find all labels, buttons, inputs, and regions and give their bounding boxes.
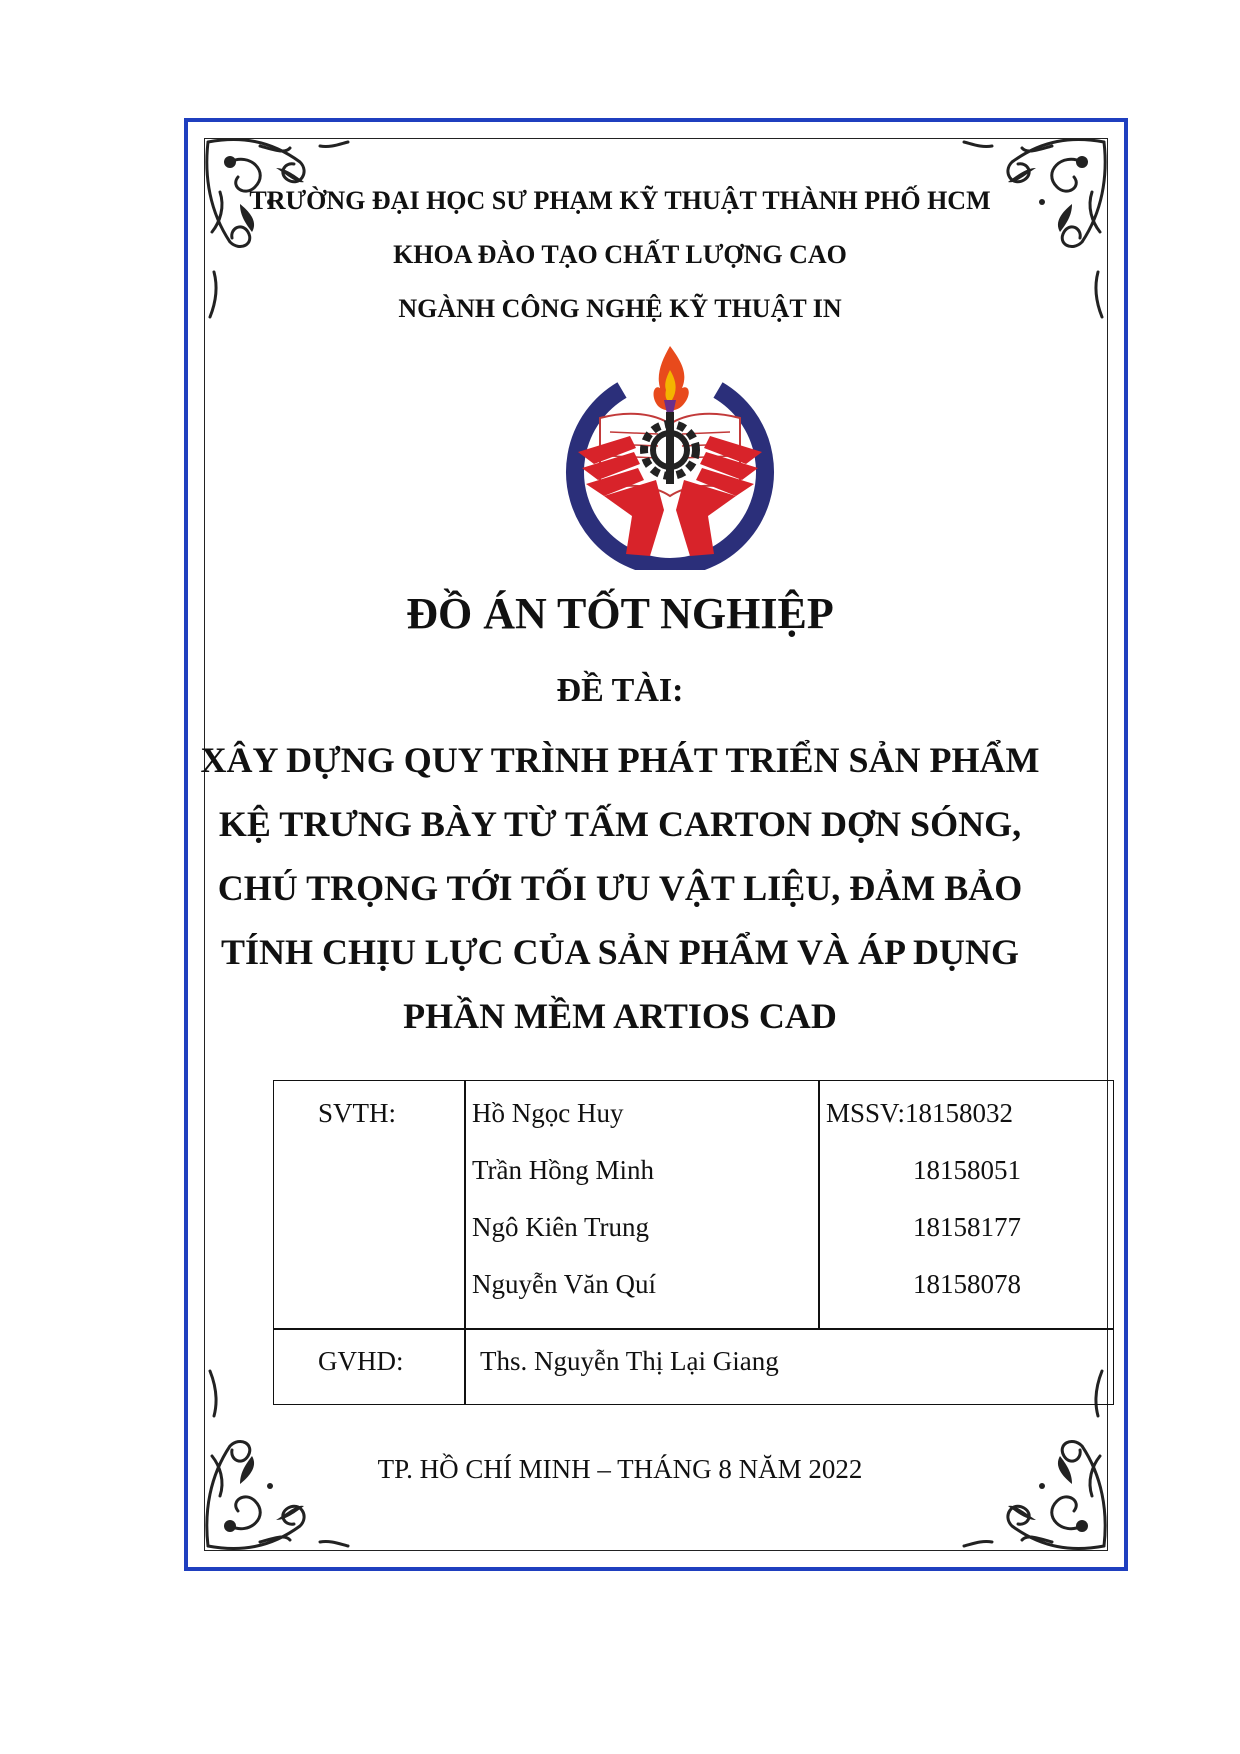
student-name: Nguyễn Văn Quí bbox=[472, 1269, 656, 1299]
table-divider bbox=[273, 1328, 1114, 1330]
topic-label: ĐỀ TÀI: bbox=[556, 672, 684, 709]
student-name: Hồ Ngọc Huy bbox=[472, 1098, 624, 1128]
topic-line: PHẦN MỀM ARTIOS CAD bbox=[403, 996, 837, 1036]
topic-line: KỆ TRƯNG BÀY TỪ TẤM CARTON DỢN SÓNG, bbox=[218, 804, 1022, 844]
student-id: 18158177 bbox=[913, 1212, 1021, 1242]
topic-title bbox=[0, 728, 1240, 1048]
advisor-name: Ths. Nguyễn Thị Lại Giang bbox=[480, 1346, 779, 1376]
advisor-label: GVHD: bbox=[318, 1346, 404, 1376]
student-name: Ngô Kiên Trung bbox=[472, 1212, 650, 1242]
student-id: 18158051 bbox=[913, 1155, 1021, 1185]
topic-line: TÍNH CHỊU LỰC CỦA SẢN PHẨM VÀ ÁP DỤNG bbox=[220, 932, 1020, 972]
document-type-title: ĐỒ ÁN TỐT NGHIỆP bbox=[406, 589, 834, 638]
student-name: Trần Hồng Minh bbox=[472, 1155, 655, 1185]
major-name: NGÀNH CÔNG NGHỆ KỸ THUẬT IN bbox=[398, 294, 842, 323]
topic-line: CHÚ TRỌNG TỚI TỐI ƯU VẬT LIỆU, ĐẢM BẢO bbox=[217, 868, 1023, 908]
faculty-name: KHOA ĐÀO TẠO CHẤT LƯỢNG CAO bbox=[393, 240, 847, 269]
students-label: SVTH: bbox=[318, 1098, 397, 1128]
table-divider bbox=[818, 1080, 820, 1329]
place-date: TP. HỒ CHÍ MINH – THÁNG 8 NĂM 2022 bbox=[377, 1454, 863, 1484]
university-emblem-icon bbox=[560, 340, 780, 570]
student-id: MSSV:18158032 bbox=[826, 1098, 1014, 1128]
topic-line: XÂY DỰNG QUY TRÌNH PHÁT TRIỂN SẢN PHẨM bbox=[200, 740, 1040, 780]
university-name: TRƯỜNG ĐẠI HỌC SƯ PHẠM KỸ THUẬT THÀNH PHỐ HCM bbox=[249, 186, 991, 215]
student-id: 18158078 bbox=[913, 1269, 1021, 1299]
table-divider bbox=[464, 1080, 466, 1405]
